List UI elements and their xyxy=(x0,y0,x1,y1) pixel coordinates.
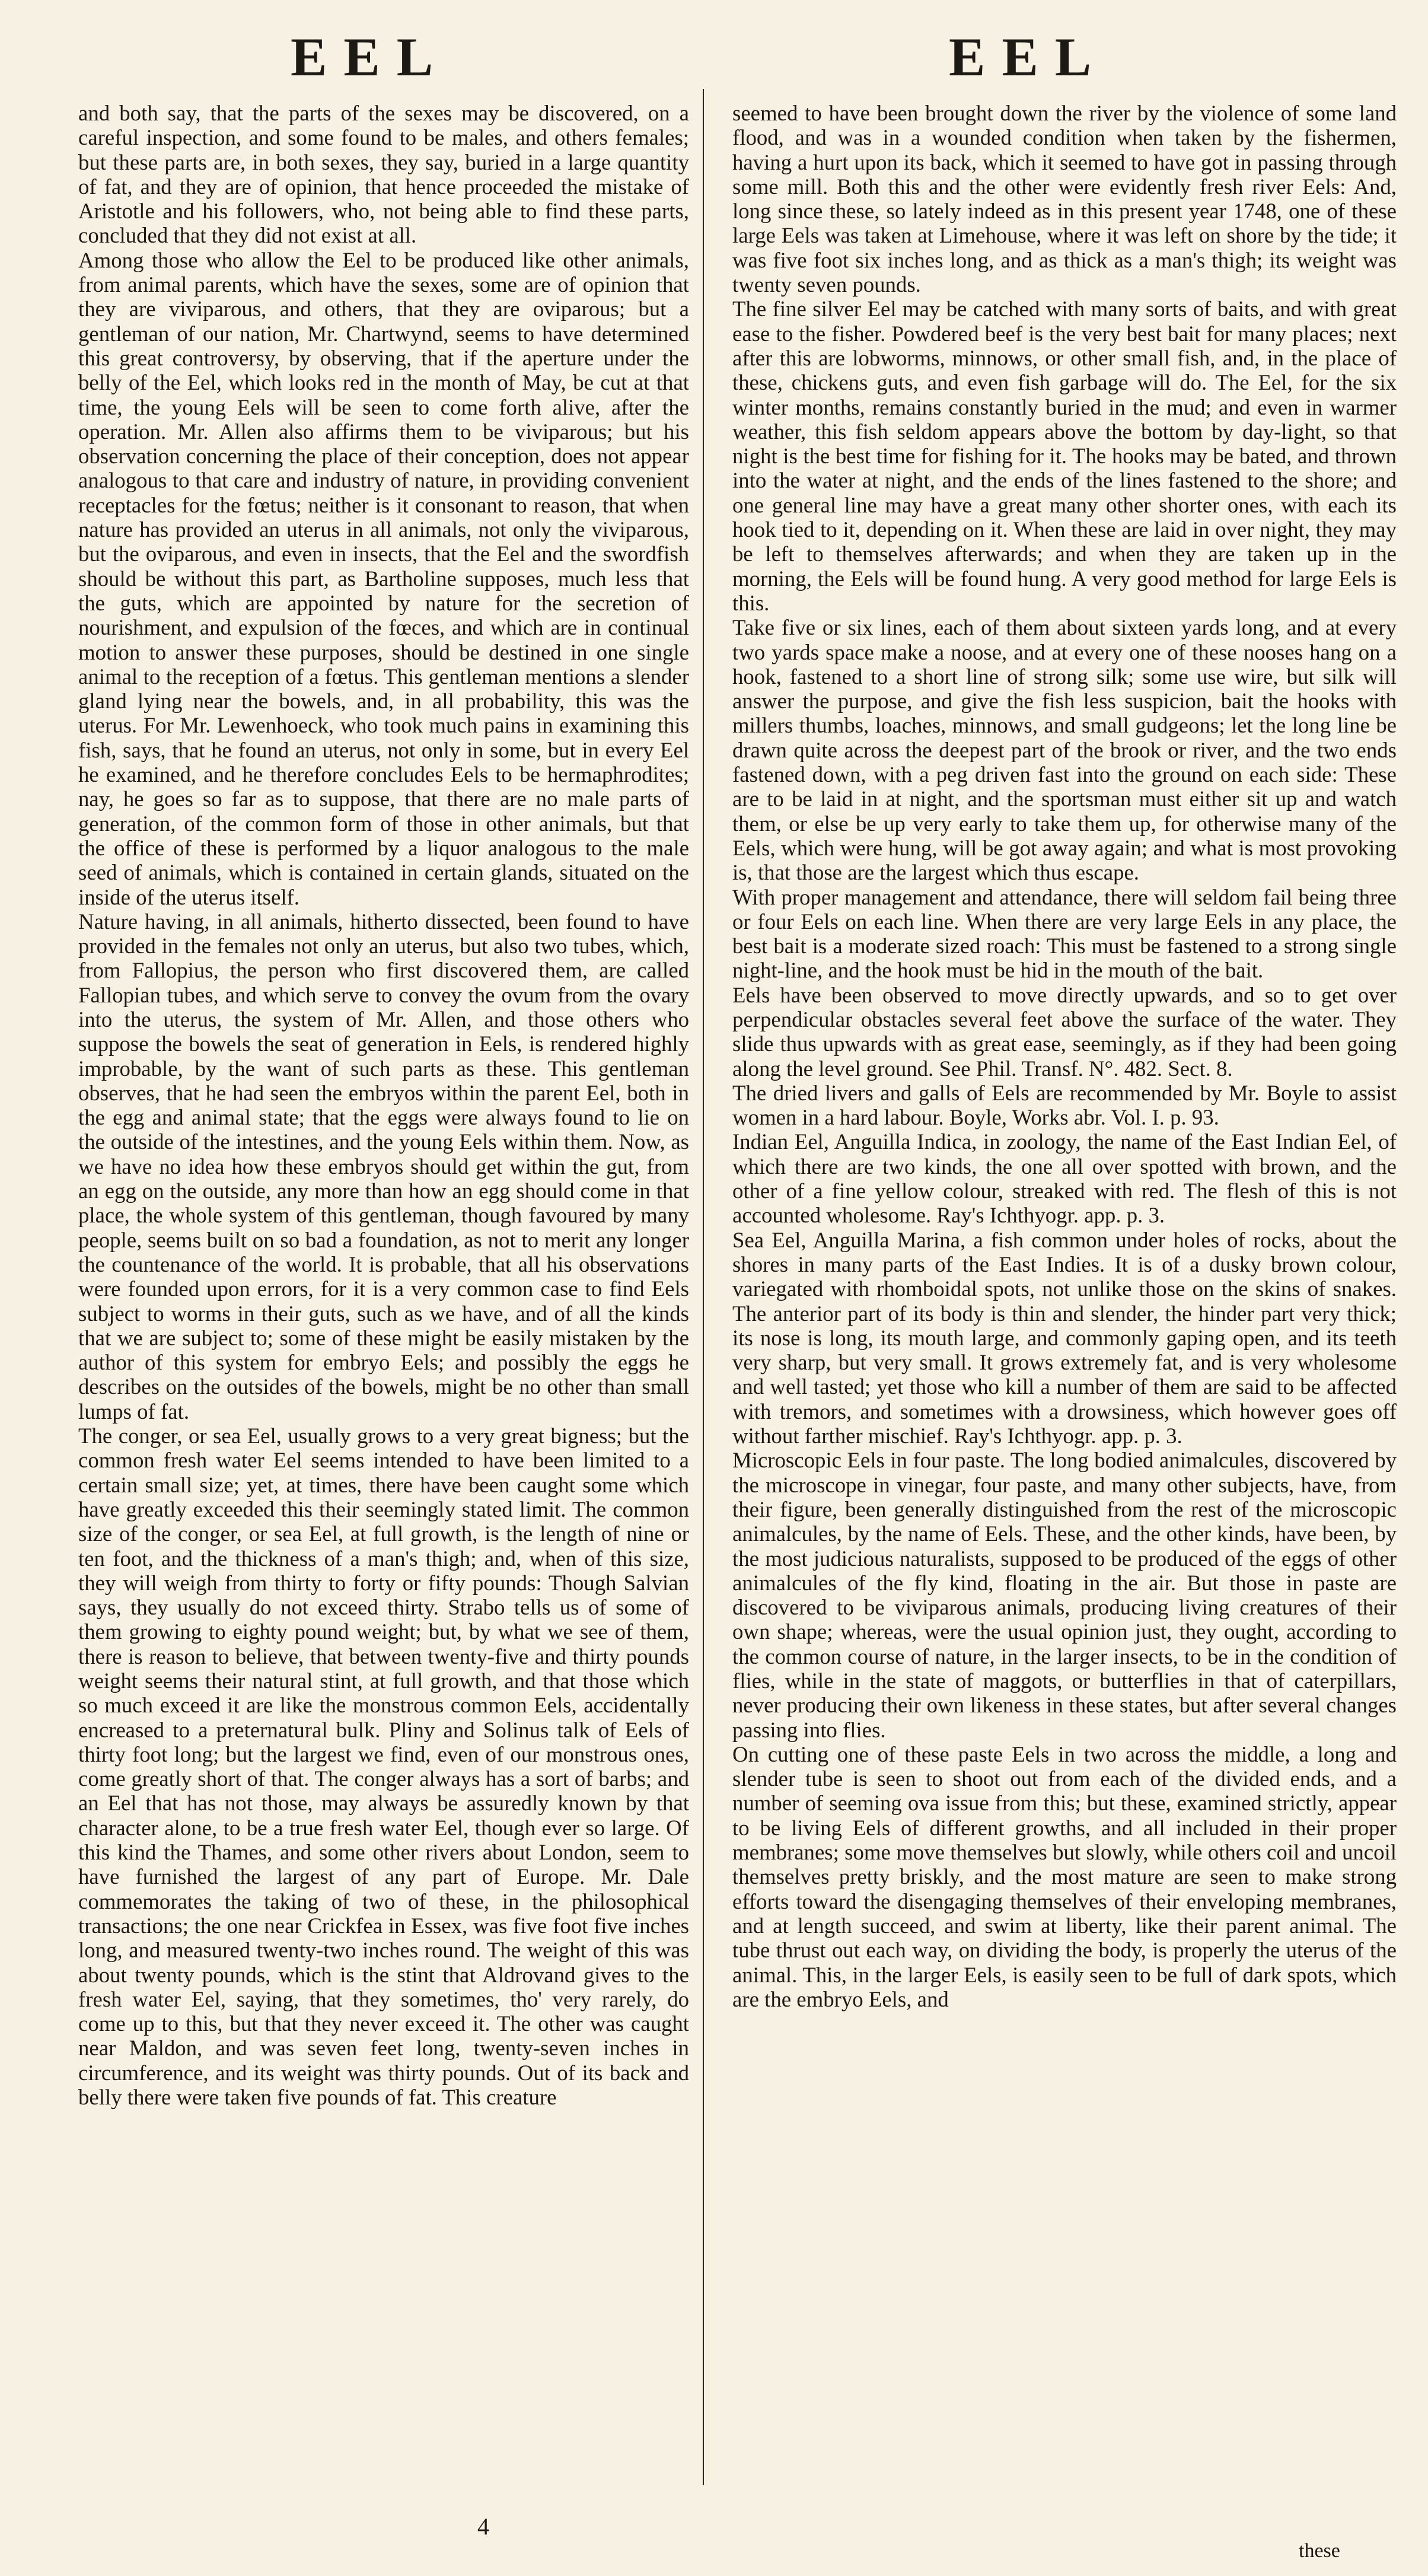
paragraph: Indian Eel, Anguilla Indica, in zoology, the name of the East Indian Eel, of which there are two kinds, the one all over spotted with brown, and the other of a fine yellow colour, streaked with red. The flesh of this is not accounted wholesome. Ray's Ichthyogr. app. p. 3. xyxy=(732,1129,1397,1228)
page-number: 4 xyxy=(477,2513,489,2540)
paragraph: and both say, that the parts of the sexes may be discovered, on a careful inspection, and some found to be males, and others females; but these parts are, in both sexes, they say, buried in a large quantity of fat, and they are of opinion, that hence proceeded the mistake of Aristotle and his followers, who, not being able to find these parts, concluded that they did not exist at all. xyxy=(78,101,689,248)
paragraph: The fine silver Eel may be catched with many sorts of baits, and with great ease to the fisher. Powdered beef is the very best bait for many places; next after this are lobworms, minnows, or other small fish, and, in the place of these, chickens guts, and even fish garbage will do. The Eel, for the six winter months, remains constantly buried in the mud; and even in warmer weather, this fish seldom appears above the bottom by day-light, so that night is the best time for fishing for it. The hooks may be bated, and thrown into the water at night, and the ends of the lines fastened to the shore; and one general line may have a great many other shorter ones, with each its hook tied to it, depending on it. When these are laid in over night, they may be left to themselves afterwards; and when they are taken up in the morning, the Eels will be found hung. A very good method for large Eels is this. xyxy=(732,297,1397,615)
paragraph: The conger, or sea Eel, usually grows to a very great bigness; but the common fresh water Eel seems intended to have been limited to a certain small size; yet, at times, there have been caught some which have greatly exceeded this their seemingly stated limit. The common size of the conger, or sea Eel, at full growth, is the length of nine or ten foot, and the thickness of a man's thigh; and, when of this size, they will weigh from thirty to forty or fifty pounds: Though Salvian says, they usually do not exceed thirty. Strabo tells us of some of them growing to eighty pound weight; but, by what we see of them, there is reason to believe, that between twenty-five and thirty pounds weight seems their natural stint, at full growth, and that those which so much exceed it are like the monstrous common Eels, accidentally encreased to a preternatural bulk. Pliny and Solinus talk of Eels of thirty foot long; but the largest we find, even of our monstrous ones, come greatly short of that. The conger always has a sort of barbs; and an Eel that has not those, may always be assuredly known by that character alone, to be a true fresh water Eel, though ever so large. Of this kind the Thames, and some other rivers about London, seem to have furnished the largest of any part of Europe. Mr. Dale commemorates the taking of two of these, in the philosophical transactions; the one near Crickfea in Essex, was five foot five inches long, and measured twenty-two inches round. The weight of this was about twenty pounds, which is the stint that Aldrovand gives to the fresh water Eel, saying, that they sometimes, tho' very rarely, do come up to this, but that they never exceed it. The other was caught near Maldon, and was seven feet long, twenty-seven inches in circumference, and its weight was thirty pounds. Out of its back and belly there were taken five pounds of fat. This creature xyxy=(78,1424,689,2110)
paragraph: With proper management and attendance, there will seldom fail being three or four Eels on each line. When there are very large Eels in any place, the best bait is a moderate sized roach: This must be fastened to a strong single night-line, and the hook must be hid in the mouth of the bait. xyxy=(732,884,1397,983)
right-column xyxy=(732,101,1397,2011)
running-head-left: EEL xyxy=(291,27,450,87)
paragraph: Take five or six lines, each of them about sixteen yards long, and at every two yards space make a noose, and at every one of these nooses hang on a hook, fastened to a short line of strong silk; some use wire, but silk will answer the purpose, and give the fish less suspicion, bait the hooks with millers thumbs, loaches, minnows, and small gudgeons; let the long line be drawn quite across the deepest part of the brook or river, and the two ends fastened down, with a peg driven fast into the ground on each side: These are to be laid in at night, and the sportsman must either sit up and watch them, or else be up very early to take them up, for otherwise many of the Eels, which were hung, will be got away again; and what is most provoking is, that those are the largest which thus escape. xyxy=(732,615,1397,885)
paragraph: On cutting one of these paste Eels in two across the middle, a long and slender tube is seen to shoot out from each of the divided ends, and a number of seeming ova issue from this; but these, examined strictly, appear to be living Eels of different growths, and all included in their proper membranes; some move themselves but slowly, while others coil and uncoil themselves pretty briskly, and the most mature are seen to make strong efforts toward the disengaging themselves of their enveloping membranes, and at length succeed, and swim at liberty, like their parent animal. The tube thrust out each way, on dividing the body, is properly the uterus of the animal. This, in the larger Eels, is easily seen to be full of dark spots, which are the embryo Eels, and xyxy=(732,1741,1397,2011)
column-divider xyxy=(703,89,704,2485)
catchword: these xyxy=(1299,2540,1340,2562)
paragraph: The dried livers and galls of Eels are recommended by Mr. Boyle to assist women in a hard labour. Boyle, Works abr. Vol. I. p. 93. xyxy=(732,1080,1397,1130)
paragraph: seemed to have been brought down the river by the violence of some land flood, and was in a wounded condition when taken by the fishermen, having a hurt upon its back, which it seemed to have got in passing through some mill. Both this and the other were evidently fresh river Eels: And, long since these, so lately indeed as in this present year 1748, one of these large Eels was taken at Limehouse, where it was left on shore by the tide; it was five foot six inches long, and as thick as a man's thigh; its weight was twenty seven pounds. xyxy=(732,101,1397,297)
paragraph: Sea Eel, Anguilla Marina, a fish common under holes of rocks, about the shores in many parts of the East Indies. It is of a dusky brown colour, variegated with rhomboidal spots, not unlike those on the skins of snakes. The anterior part of its body is thin and slender, the hinder part very thick; its nose is long, its mouth large, and commonly gaping open, and its teeth very sharp, but very small. It grows extremely fat, and is very wholesome and well tasted; yet those who kill a number of them are said to be affected with tremors, and sometimes with a drowsiness, which however goes off without farther mischief. Ray's Ichthyogr. app. p. 3. xyxy=(732,1227,1397,1448)
running-head-right: EEL xyxy=(949,27,1108,87)
paragraph: Nature having, in all animals, hitherto dissected, been found to have provided in the females not only an uterus, but also two tubes, which, from Fallopius, the person who first discovered them, are called Fallopian tubes, and which serve to convey the ovum from the ovary into the uterus, the system of Mr. Allen, and those others who suppose the bowels the seat of generation in Eels, is rendered highly improbable, by the want of such parts as these. This gentleman observes, that he had seen the embryos within the parent Eel, both in the egg and animal state; that the eggs were always found to lie on the outside of the intestines, and the young Eels within them. Now, as we have no idea how these embryos should get within the gut, from an egg on the outside, any more than how an egg should come in that place, the whole system of this gentleman, though favoured by many people, seems built on so bad a foundation, as not to merit any longer the countenance of the world. It is probable, that all his observations were founded upon errors, for it is a very common case to find Eels subject to worms in their guts, such as we have, and of all the kinds that we are subject to; some of these might be easily mistaken by the author of this system for embryo Eels; and possibly the eggs he describes on the outsides of the bowels, might be no other than small lumps of fat. xyxy=(78,909,689,1424)
paragraph: Microscopic Eels in four paste. The long bodied animalcules, discovered by the microscope in vinegar, four paste, and many other subjects, have, from their figure, been generally distinguished from the rest of the microscopic animalcules, by the name of Eels. These, and the other kinds, have been, by the most judicious naturalists, supposed to be produced of the eggs of other animalcules of the fly kind, floating in the air. But those in paste are discovered to be viviparous animals, producing living creatures of their own shape; whereas, were the usual opinion just, they ought, according to the common course of nature, in the larger insects, to be in the condition of flies, while in the state of maggots, or butterflies in that of caterpillars, never producing their own likeness in these states, but after several changes passing into flies. xyxy=(732,1448,1397,1742)
paragraph: Eels have been observed to move directly upwards, and so to get over perpendicular obstacles several feet above the surface of the water. They slide thus upwards with as great ease, seemingly, as if they had been going along the level ground. See Phil. Transf. N°. 482. Sect. 8. xyxy=(732,982,1397,1081)
left-column xyxy=(78,101,689,2109)
paragraph: Among those who allow the Eel to be produced like other animals, from animal parents, which have the sexes, some are of opinion that they are viviparous, and others, that they are oviparous; but a gentleman of our nation, Mr. Chartwynd, seems to have determined this great controversy, by observing, that if the aperture under the belly of the Eel, which looks red in the month of May, be cut at that time, the young Eels will be seen to come forth alive, after the operation. Mr. Allen also affirms them to be viviparous; but his observation concerning the place of their conception, does not appear analogous to that care and industry of nature, in providing convenient receptacles for the fœtus; neither is it consonant to reason, that when nature has provided an uterus in all animals, not only the viviparous, but the oviparous, and even in insects, that the Eel and the swordfish should be without this part, as Bartholine supposes, much less that the guts, which are appointed by nature for the secretion of nourishment, and expulsion of the fœces, and which are in continual motion to answer these purposes, should be destined in one single animal to the reception of a fœtus. This gentleman mentions a slender gland lying near the bowels, and, in all probability, this was the uterus. For Mr. Lewenhoeck, who took much pains in examining this fish, says, that he found an uterus, not only in some, but in every Eel he examined, and he therefore concludes Eels to be hermaphrodites; nay, he goes so far as to suppose, that there are no male parts of generation, of the common form of those in other animals, but that the office of these is performed by a liquor analogous to the male seed of animals, which is contained in certain glands, situated on the inside of the uterus itself. xyxy=(78,247,689,909)
